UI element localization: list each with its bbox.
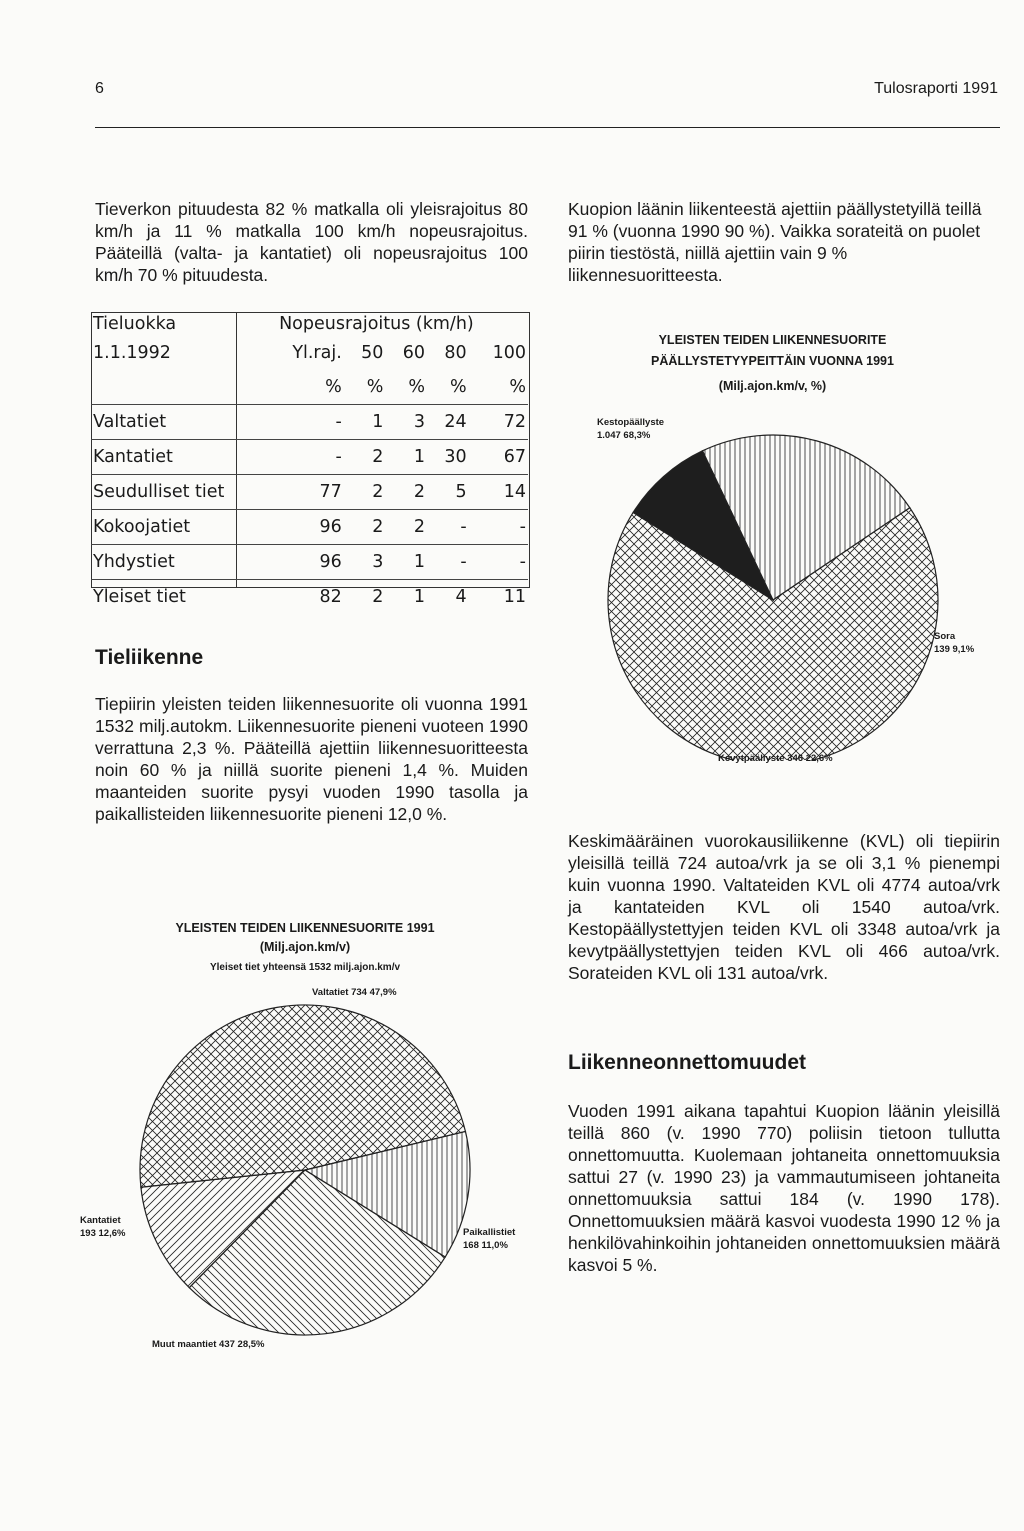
cell: 82 [259,580,344,615]
chart1-title: YLEISTEN TEIDEN LIIKENNESUORITE PÄÄLLYSTETYYPEITTÄIN VUONNA 1991 [651,333,894,368]
speed-intro-paragraph: Tieverkon pituudesta 82 % matkalla oli yleisrajoitus 80 km/h ja 11 % matkalla 100 km/h nopeusrajoitus. Pääteillä (valta- ja kantatiet) oli nopeusrajoitus 100 km/h 70 % pituudesta. [95,199,528,285]
cell: 2 [385,510,427,545]
accident-paragraph: Vuoden 1991 aikana tapahtui Kuopion läänin yleisillä teillä 860 (v. 1990 770) poliisin tietoon tullutta onnettomuutta. Kuolemaan johtaneita onnettomuuksia sattui 27 (v. 1990 23) ja vammautumiseen johtaneita onnettomuuksia sattui 184 (v. 1990 178). Onnettomuuksien määrä kasvoi vuodesta 1990 12 % ja henkilövahinkoihin johtaneiden onnettomuuksien määrä kasvoi 5 %. [568,1101,1000,1275]
header-rule [95,127,1000,128]
traffic-paragraph: Tiepiirin yleisten teiden liikennesuorite oli vuonna 1991 1532 milj.autokm. Liikennesuorite pieneni vuoteen 1990 verrattuna 2,3 %. Pääteillä ajettiin liikennesuoritteesta noin 60 % ja niillä suorite pieneni 1,4 %. Muiden maanteiden suorite pysyi vuoden 1990 tasolla ja paikallisteiden liikennesuorite pieneni 12,0 %. [95,694,528,824]
class-header: Tieluokka [93,314,177,334]
road-class-pie-chart [130,1000,480,1340]
col-unit: % [325,377,342,397]
cell: 77 [259,475,344,510]
slice-percent: 9,1% [952,644,975,655]
slice-value: 437 [219,1339,235,1350]
slice-value: 1.047 [597,430,621,441]
cell: 3 [385,405,427,440]
label-paikallistiet [463,1226,515,1252]
row-name: Yleiset tiet [91,580,259,615]
slice-name: Valtatiet [312,987,349,998]
slice-percent: 11,0% [481,1240,508,1251]
cell: - [427,510,469,545]
col-header: 60 [402,343,426,363]
label-kantatiet [80,1214,125,1240]
page-number: 6 [95,80,104,97]
col-header: 50 [361,343,384,363]
cell: 3 [344,545,386,580]
slice-name: Kestopäällyste [597,417,665,428]
cell: 24 [427,405,469,440]
cell: 14 [469,475,528,510]
speed-limit-table [91,312,528,614]
slice-percent: 68,3% [623,430,651,441]
table-row [91,440,528,475]
col-unit: % [509,377,526,397]
cell: 2 [344,440,386,475]
report-title: Tulosraporti 1991 [874,80,998,97]
section-title-liikenneonnettomuudet: Liikenneonnettomuudet [568,1051,806,1074]
slice-name: Paikallistiet [463,1227,516,1238]
class-date: 1.1.1992 [93,343,171,363]
speed-header: Nopeusrajoitus (km/h) [279,314,474,334]
cell: 2 [344,580,386,615]
cell: 96 [259,510,344,545]
slice-name: Kevytpäällyste [718,753,785,764]
cell: 2 [344,510,386,545]
slice-name: Sora [934,631,956,642]
cell: - [259,405,344,440]
label-muut-maantiet [152,1338,264,1351]
paving-intro-paragraph: Kuopion läänin liikenteestä ajettiin päällystetyillä teillä 91 % (vuonna 1990 90 %). Vaikka sorateitä on puolet piirin tiestöstä, niillä ajettiin vain 9 % liikennesuoritteesta. [568,199,982,285]
cell: - [469,545,528,580]
chart2-note: Yleiset tiet yhteensä 1532 milj.ajon.km/v [209,962,401,973]
cell: 1 [385,440,427,475]
cell: - [469,510,528,545]
cell: 72 [469,405,528,440]
col-header: 100 [492,343,526,363]
slice-value: 193 [80,1228,96,1239]
cell: 1 [385,580,427,615]
slice-value: 734 [351,987,367,998]
row-name: Kantatiet [91,440,259,475]
cell: - [259,440,344,475]
slice-value: 346 [787,753,804,764]
label-kevytpaallyste [718,752,833,765]
section-title-tieliikenne: Tieliikenne [95,646,204,669]
col-unit: % [408,377,426,397]
col-header: 80 [444,343,467,363]
col-header: Yl.raj. [292,343,342,363]
cell: 2 [385,475,427,510]
table-row [91,545,528,580]
cell: 2 [344,475,386,510]
table-row [91,405,528,440]
slice-percent: 28,5% [237,1339,265,1350]
cell: 5 [427,475,469,510]
col-unit: % [450,377,467,397]
row-name: Valtatiet [91,405,259,440]
cell: 30 [427,440,469,475]
label-kestopaallyste [597,416,664,442]
cell: - [427,545,469,580]
table-row-total [91,580,528,615]
paving-type-pie-chart [598,400,948,760]
table-row [91,510,528,545]
chart2-subtitle: (Milj.ajon.km/v) [259,940,351,954]
row-name: Yhdystiet [91,545,259,580]
slice-percent: 12,6% [98,1228,126,1239]
kvl-paragraph: Keskimääräinen vuorokausiliikenne (KVL) oli tiepiirin yleisillä teillä 724 autoa/vrk ja se oli 3,1 % pienempi kuin vuonna 1990. Valtateiden KVL oli 4774 autoa/vrk ja kantateiden KVL oli 1540 autoa/vrk. Kestopäällystettyjen teiden KVL oli 3348 autoa/vrk ja kevytpäällystettyjen teiden KVL oli 466 autoa/vrk. Sorateiden KVL oli 131 autoa/vrk. [568,831,1000,983]
slice-percent: 47,9% [369,987,397,998]
row-name: Seudulliset tiet [91,475,259,510]
label-sora [934,630,974,656]
cell: 96 [259,545,344,580]
cell: 11 [469,580,528,615]
cell: 67 [469,440,528,475]
slice-name: Kantatiet [80,1215,121,1226]
table-row [91,475,528,510]
chart1-subtitle: (Milj.ajon.km/v, %) [718,379,827,393]
label-valtatiet [312,986,397,999]
chart2-title: YLEISTEN TEIDEN LIIKENNESUORITE 1991 [175,921,435,935]
slice-percent: 22,6% [805,753,833,764]
cell: 1 [344,405,386,440]
cell: 1 [385,545,427,580]
slice-name: Muut maantiet [152,1339,217,1350]
col-unit: % [366,377,384,397]
slice-value: 139 [934,644,950,655]
row-name: Kokoojatiet [91,510,259,545]
slice-value: 168 [463,1240,479,1251]
cell: 4 [427,580,469,615]
